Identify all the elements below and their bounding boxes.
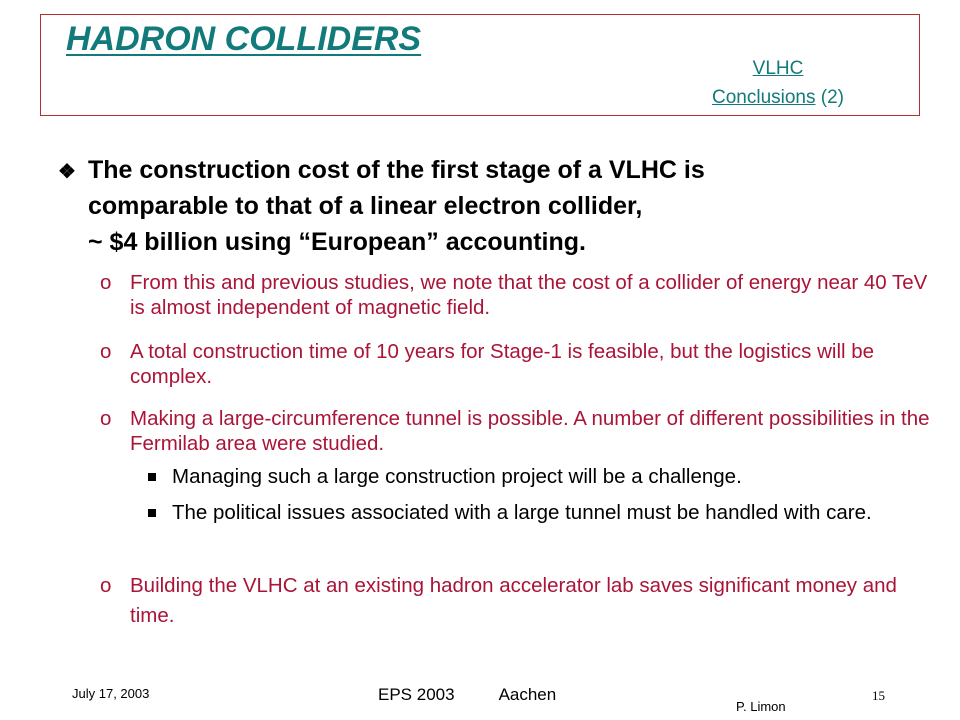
sub-sub-bullet-2 <box>148 500 928 525</box>
sub-bullet-2 <box>100 339 930 389</box>
footer-conference <box>378 685 556 705</box>
main-bullet <box>58 152 928 260</box>
subtitle-topic: Conclusions <box>712 87 816 108</box>
sub-bullet-1 <box>100 270 930 320</box>
main-bullet-line2: comparable to that of a linear electron collider, <box>88 192 643 220</box>
sub-bullet-text: From this and previous studies, we note that the cost of a collider of energy near 40 TeV is almost independent of magnetic field. <box>130 271 928 319</box>
footer-location: Aachen <box>498 685 557 704</box>
circle-bullet-icon: o <box>100 574 112 597</box>
page-number: 15 <box>872 688 885 703</box>
sub-bullet-text: Making a large-circumference tunnel is possible. A number of different possibilities in the Fermilab area were studied. <box>130 407 930 455</box>
circle-bullet-icon: o <box>100 271 112 294</box>
sub-bullet-text: A total construction time of 10 years for Stage-1 is feasible, but the logistics will be complex. <box>130 340 875 388</box>
square-bullet-icon <box>148 473 156 481</box>
sub-bullet-4 <box>100 571 930 631</box>
footer-author: P. Limon <box>736 699 786 714</box>
subtitle-line1: VLHC <box>752 58 804 79</box>
sub-bullet-text: Building the VLHC at an existing hadron accelerator lab saves significant money and time. <box>130 574 897 627</box>
main-bullet-line1: The construction cost of the first stage of a VLHC is <box>88 156 705 184</box>
main-bullet-line3: ~ $4 billion using “European” accounting. <box>88 228 586 256</box>
sub-sub-bullet-text: The political issues associated with a large tunnel must be handled with care. <box>172 501 872 524</box>
sub-sub-bullet-1 <box>148 464 928 489</box>
circle-bullet-icon: o <box>100 407 112 430</box>
subtitle-suffix: (2) <box>815 87 844 108</box>
footer-conference-name: EPS 2003 <box>378 685 455 704</box>
subtitle-line2 <box>650 83 906 112</box>
diamond-bullet-icon: ❖ <box>58 161 76 183</box>
slide-subtitle <box>650 54 906 112</box>
circle-bullet-icon: o <box>100 340 112 363</box>
square-bullet-icon <box>148 509 156 517</box>
footer-date: July 17, 2003 <box>72 686 150 701</box>
sub-sub-bullet-text: Managing such a large construction project will be a challenge. <box>172 465 742 488</box>
sub-bullet-3 <box>100 406 930 456</box>
slide-title: HADRON COLLIDERS <box>66 20 422 58</box>
